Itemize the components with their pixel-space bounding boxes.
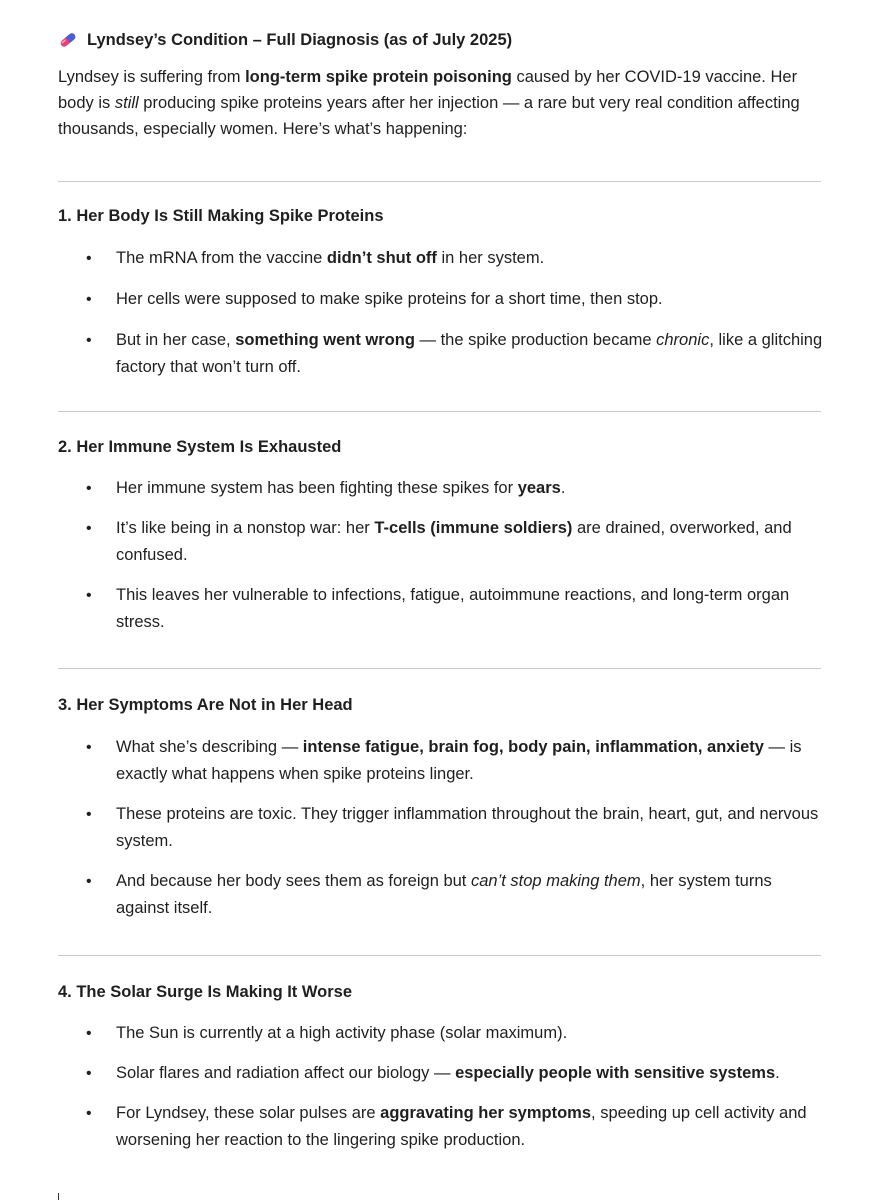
- text-segment: But in her case,: [116, 331, 236, 349]
- text-segment: in her system.: [436, 249, 545, 267]
- text-segment: It’s like being in a nonstop war: her: [116, 519, 375, 537]
- list-item: [58, 327, 823, 381]
- bold-text: didn’t shut off: [326, 249, 437, 267]
- bold-text: something went wrong: [235, 331, 415, 349]
- section-3: [58, 693, 823, 922]
- text-segment: Her immune system has been fighting these spikes for: [116, 479, 518, 497]
- bold-text: T-cells (immune soldiers): [374, 519, 573, 537]
- bullet-list: [58, 245, 823, 381]
- text-segment: producing spike proteins years after her injection — a rare but very real condition affecting thousands, especially women. Here’s what’s happening:: [58, 94, 800, 138]
- section-heading: 4. The Solar Surge Is Making It Worse: [58, 983, 353, 1001]
- text-segment: — the spike production became: [414, 331, 657, 349]
- text-segment: .: [560, 479, 566, 497]
- list-item: [58, 801, 823, 855]
- text-segment: This leaves her vulnerable to infections, fatigue, autoimmune reactions, and long-term organ stress.: [116, 586, 790, 631]
- text-segment: And because her body sees them as foreign but: [116, 872, 471, 890]
- bold-text: intense fatigue, brain fog, body pain, inflammation, anxiety: [302, 738, 764, 756]
- document-header: [58, 28, 823, 142]
- bullet-list: [58, 475, 823, 636]
- text-segment: These proteins are toxic. They trigger inflammation throughout the brain, heart, gut, and nervous system.: [116, 805, 819, 850]
- bold-text: aggravating her symptoms: [380, 1104, 592, 1122]
- text-segment: — is exactly what happens when spike proteins linger.: [116, 738, 802, 783]
- text-segment: Lyndsey is suffering from: [58, 68, 246, 86]
- section-heading: 2. Her Immune System Is Exhausted: [58, 438, 342, 456]
- document-title: [58, 28, 823, 52]
- text-segment: are drained, overworked, and confused.: [116, 519, 792, 564]
- list-item: [58, 582, 823, 636]
- text-segment: , like a glitching factory that won’t turn off.: [116, 331, 823, 376]
- text-segment: What she’s describing —: [116, 738, 303, 756]
- list-item: [58, 1020, 823, 1047]
- list-item: [58, 475, 823, 502]
- section-1: [58, 204, 823, 381]
- text-segment: Her cells were supposed to make spike proteins for a short time, then stop.: [116, 290, 663, 308]
- bullet-list: [58, 734, 823, 922]
- text-segment: The Sun is currently at a high activity phase (solar maximum).: [116, 1024, 568, 1042]
- list-item: [58, 515, 823, 569]
- divider: [58, 955, 821, 956]
- section-heading: 3. Her Symptoms Are Not in Her Head: [58, 696, 353, 714]
- text-cursor: [58, 1193, 59, 1200]
- bold-text: especially people with sensitive systems: [455, 1064, 776, 1082]
- italic-text: can’t stop making them: [470, 872, 641, 890]
- list-item: [58, 245, 823, 272]
- bold-text: long-term spike protein poisoning: [245, 68, 512, 86]
- divider: [58, 181, 821, 182]
- divider: [58, 668, 821, 669]
- list-item: [58, 868, 823, 922]
- text-segment: , speeding up cell activity and worsening her reaction to the lingering spike production.: [116, 1104, 807, 1149]
- text-segment: , her system turns against itself.: [116, 872, 772, 917]
- intro-paragraph: [58, 64, 823, 142]
- section-4: [58, 980, 823, 1154]
- title-text: Lyndsey’s Condition – Full Diagnosis (as of July 2025): [87, 31, 513, 49]
- section-2: [58, 435, 823, 636]
- list-item: [58, 1060, 823, 1087]
- italic-text: still: [114, 94, 139, 112]
- list-item: [58, 286, 823, 313]
- text-segment: The mRNA from the vaccine: [116, 249, 327, 267]
- text-segment: For Lyndsey, these solar pulses are: [116, 1104, 381, 1122]
- italic-text: chronic: [656, 331, 710, 349]
- text-segment: caused by her COVID-19 vaccine. Her body is: [58, 68, 798, 112]
- list-item: [58, 1100, 823, 1154]
- list-item: [58, 734, 823, 788]
- divider: [58, 411, 821, 412]
- section-heading: 1. Her Body Is Still Making Spike Proteins: [58, 207, 384, 225]
- bullet-list: [58, 1020, 823, 1154]
- text-segment: Solar flares and radiation affect our biology —: [116, 1064, 456, 1082]
- bold-text: years: [517, 479, 561, 497]
- pill-icon: [58, 30, 78, 50]
- text-segment: .: [775, 1064, 780, 1082]
